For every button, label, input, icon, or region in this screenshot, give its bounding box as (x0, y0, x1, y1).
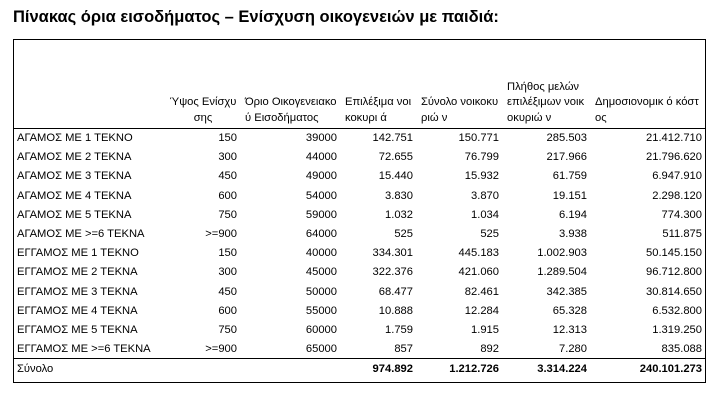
income-limit-cell: 59000 (305, 208, 337, 221)
total-households-cell: 76.799 (464, 151, 499, 164)
totals-amount-cell (165, 359, 241, 378)
totals-eligible-cell: 974.892 (372, 362, 413, 375)
cost-cell: 21.796.620 (646, 151, 702, 164)
column-header-amount: Ύψος Ενίσχυσης (169, 96, 237, 124)
total-households-cell: 150.771 (458, 132, 499, 145)
category-cell: ΑΓΑΜΟΣ ΜΕ 1 ΤΕΚΝΟ (17, 132, 133, 145)
income-limit-cell: 60000 (305, 323, 337, 336)
income-limit-cell: 55000 (305, 304, 337, 317)
eligible-cell: 15.440 (378, 170, 413, 183)
amount-cell: 600 (218, 304, 237, 317)
members-cell: 217.966 (546, 151, 587, 164)
total-households-cell: 421.060 (458, 266, 499, 279)
cost-cell: 96.712.800 (646, 266, 702, 279)
cost-cell: 774.300 (661, 208, 702, 221)
eligible-cell: 525 (394, 228, 413, 241)
cost-cell: 50.145.150 (646, 247, 702, 260)
totals-members-cell: 3.314.224 (537, 362, 587, 375)
cost-cell: 30.814.650 (646, 285, 702, 298)
total-households-cell: 525 (480, 228, 499, 241)
table-row (13, 224, 706, 243)
table-row (13, 148, 706, 167)
eligible-cell: 68.477 (378, 285, 413, 298)
table-row (13, 340, 706, 359)
table-body (13, 129, 706, 378)
eligible-cell: 3.830 (385, 189, 413, 202)
members-cell: 285.503 (546, 132, 587, 145)
page-title: Πίνακας όρια εισοδήματος – Ενίσχυση οικογενειών με παιδιά: (13, 8, 499, 26)
column-header-members: Πλήθος μελών επιλέξιμων νοικοκυριώ ν (507, 80, 585, 124)
category-cell: ΕΓΓΑΜΟΣ ΜΕ 3 ΤΕΚΝΑ (17, 285, 138, 298)
amount-cell: 750 (218, 208, 237, 221)
eligible-cell: 322.376 (372, 266, 413, 279)
table-row (13, 301, 706, 320)
eligible-cell: 72.655 (378, 151, 413, 164)
income-limit-cell: 49000 (305, 170, 337, 183)
column-header-fiscal-cost: Δημοσιονομικ ό κόστος (595, 96, 699, 124)
totals-label: Σύνολο (17, 362, 54, 375)
income-limit-cell: 64000 (305, 228, 337, 241)
income-limit-cell: 45000 (305, 266, 337, 279)
column-header-category (13, 39, 165, 129)
eligible-cell: 10.888 (378, 304, 413, 317)
members-cell: 12.313 (552, 323, 587, 336)
cost-cell: 835.088 (661, 342, 702, 355)
income-limit-cell: 50000 (305, 285, 337, 298)
category-cell: ΕΓΓΑΜΟΣ ΜΕ >=6 ΤΕΚΝΑ (17, 342, 151, 355)
amount-cell: 600 (218, 189, 237, 202)
total-households-cell: 15.932 (464, 170, 499, 183)
income-limit-cell: 40000 (305, 247, 337, 260)
total-households-cell: 82.461 (464, 285, 499, 298)
amount-cell: >=900 (205, 342, 237, 355)
category-cell: ΑΓΑΜΟΣ ΜΕ 5 ΤΕΚΝΑ (17, 208, 132, 221)
members-cell: 65.328 (552, 304, 587, 317)
members-cell: 1.289.504 (537, 266, 587, 279)
totals-cost-cell: 240.101.273 (639, 362, 702, 375)
category-cell: ΕΓΓΑΜΟΣ ΜΕ 1 ΤΕΚΝΟ (17, 247, 139, 260)
total-households-cell: 445.183 (458, 247, 499, 260)
totals-total-households-cell: 1.212.726 (449, 362, 499, 375)
cost-cell: 21.412.710 (646, 132, 702, 145)
cost-cell: 2.298.120 (652, 189, 702, 202)
category-cell: ΑΓΑΜΟΣ ΜΕ >=6 ΤΕΚΝΑ (17, 228, 145, 241)
eligible-cell: 1.759 (385, 323, 413, 336)
table-header-row (13, 39, 706, 129)
eligible-cell: 142.751 (372, 132, 413, 145)
total-households-cell: 1.915 (471, 323, 499, 336)
cost-cell: 6.532.800 (652, 304, 702, 317)
category-cell: ΑΓΑΜΟΣ ΜΕ 3 ΤΕΚΝΑ (17, 170, 132, 183)
category-cell: ΕΓΓΑΜΟΣ ΜΕ 5 ΤΕΚΝΑ (17, 323, 138, 336)
amount-cell: 750 (218, 323, 237, 336)
table-row (13, 186, 706, 205)
cost-cell: 1.319.250 (652, 323, 702, 336)
total-households-cell: 1.034 (471, 208, 499, 221)
members-cell: 7.280 (559, 342, 587, 355)
category-cell: ΕΓΓΑΜΟΣ ΜΕ 4 ΤΕΚΝΑ (17, 304, 138, 317)
amount-cell: 450 (218, 170, 237, 183)
total-households-cell: 892 (480, 342, 499, 355)
amount-cell: 150 (218, 132, 237, 145)
cost-cell: 511.875 (662, 228, 702, 241)
totals-row (13, 359, 706, 378)
table-row (13, 244, 706, 263)
eligible-cell: 857 (394, 342, 413, 355)
table-row (13, 167, 706, 186)
income-limits-table (13, 39, 706, 378)
column-header-total-households: Σύνολο νοικοκυριώ ν (421, 96, 499, 124)
members-cell: 6.194 (559, 208, 587, 221)
column-header-eligible-households: Επιλέξιμα νοικοκυρι ά (345, 96, 412, 124)
table-row (13, 320, 706, 339)
amount-cell: 150 (218, 247, 237, 260)
cost-cell: 6.947.910 (652, 170, 702, 183)
members-cell: 342.385 (546, 285, 587, 298)
table-row (13, 129, 706, 148)
members-cell: 61.759 (552, 170, 587, 183)
members-cell: 1.002.903 (537, 247, 587, 260)
category-cell: ΑΓΑΜΟΣ ΜΕ 4 ΤΕΚΝΑ (17, 189, 132, 202)
total-households-cell: 12.284 (464, 304, 499, 317)
total-households-cell: 3.870 (471, 189, 499, 202)
members-cell: 3.938 (559, 228, 587, 241)
eligible-cell: 334.301 (372, 247, 413, 260)
income-limit-cell: 54000 (305, 189, 337, 202)
income-limit-cell: 39000 (305, 132, 337, 145)
table-row (13, 205, 706, 224)
eligible-cell: 1.032 (385, 208, 413, 221)
column-header-income-limit: Όριο Οικογενειακο ύ Εισοδήματος (245, 96, 337, 124)
amount-cell: 300 (218, 151, 237, 164)
members-cell: 19.151 (552, 189, 587, 202)
totals-income-limit-cell (241, 359, 341, 378)
amount-cell: 300 (218, 266, 237, 279)
table-row (13, 263, 706, 282)
category-cell: ΕΓΓΑΜΟΣ ΜΕ 2 ΤΕΚΝΑ (17, 266, 138, 279)
income-limit-cell: 65000 (305, 342, 337, 355)
category-cell: ΑΓΑΜΟΣ ΜΕ 2 ΤΕΚΝΑ (17, 151, 132, 164)
amount-cell: >=900 (205, 228, 237, 241)
table-row (13, 282, 706, 301)
amount-cell: 450 (218, 285, 237, 298)
income-limit-cell: 44000 (305, 151, 337, 164)
